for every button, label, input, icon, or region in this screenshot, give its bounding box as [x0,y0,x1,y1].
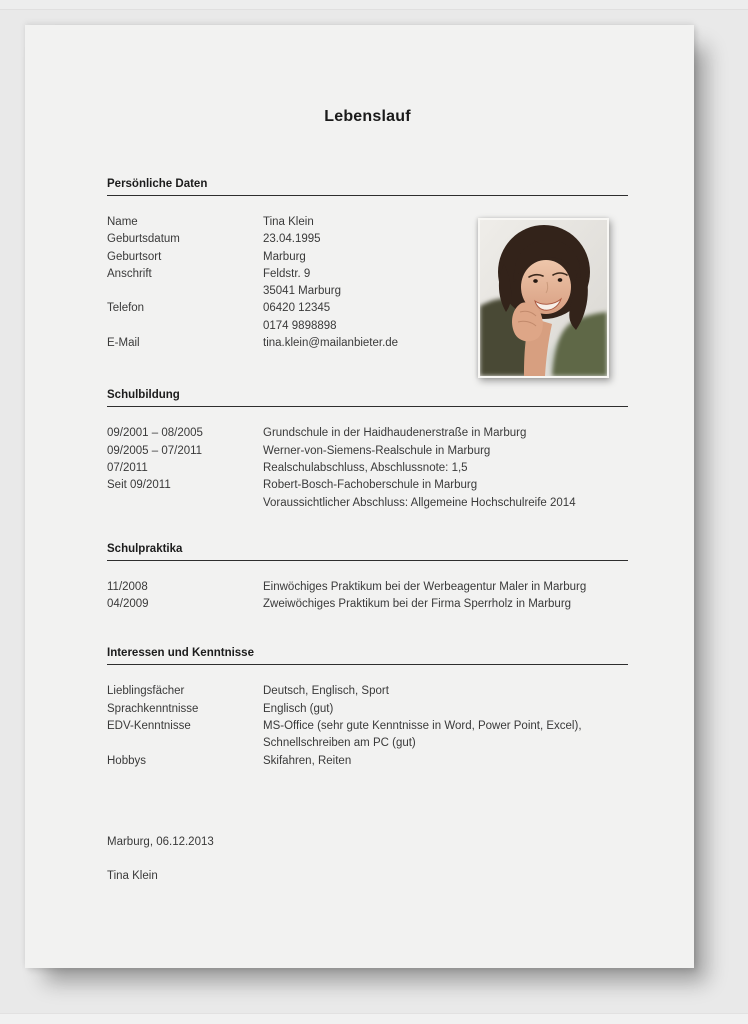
section-rows [107,683,628,769]
row-label [107,735,263,752]
row-value: Realschulabschluss, Abschlussnote: 1,5 [263,461,468,474]
cv-page [25,25,694,968]
section-divider [107,560,628,561]
row-value: 06420 12345 [263,302,331,315]
data-row [107,735,628,752]
row-label [107,495,263,512]
data-row [107,753,628,770]
row-label: Geburtsdatum [107,233,180,246]
data-row [107,425,628,442]
row-label: Telefon [107,302,145,315]
row-label: Hobbys [107,754,146,767]
section-education [107,388,628,511]
data-row [107,596,628,613]
data-row [107,443,628,460]
row-label [107,283,263,300]
row-value: Einwöchiges Praktikum bei der Werbeagentur Maler in Marburg [263,580,587,593]
row-label: Seit 09/2011 [107,479,171,492]
section-heading: Schulpraktika [107,542,183,555]
place-date: Marburg, 06.12.2013 [107,835,214,848]
section-internships [107,542,628,614]
data-row [107,460,628,477]
row-value: Robert-Bosch-Fachoberschule in Marburg [263,479,478,492]
signature-name: Tina Klein [107,870,158,883]
row-label: Name [107,216,138,228]
data-row [107,477,628,494]
applicant-photo [478,218,609,378]
row-value: 35041 Marburg [263,285,341,298]
section-heading: Schulbildung [107,389,180,402]
row-label: EDV-Kenntnisse [107,720,191,733]
section-rows [107,425,628,511]
row-label: Lieblingsfächer [107,685,185,698]
portrait-photo [480,220,607,376]
row-value: Grundschule in der Haidhaudenerstraße in Marburg [263,427,527,440]
data-row [107,495,628,512]
row-value: Schnellschreiben am PC (gut) [263,737,416,750]
row-value: Tina Klein [263,216,314,228]
row-label: 11/2008 [107,580,148,593]
data-row [107,701,628,718]
desk-background-edge [0,0,748,10]
document-footer [107,834,628,886]
row-label: 09/2001 – 08/2005 [107,427,203,440]
row-label: 04/2009 [107,598,149,611]
row-label: 07/2011 [107,461,148,474]
desk-background-bottom-edge [0,1013,748,1024]
data-row [107,579,628,596]
row-value: Zweiwöchiges Praktikum bei der Firma Sperrholz in Marburg [263,598,572,611]
row-value: 0174 9898898 [263,319,337,332]
row-label: Geburtsort [107,250,162,263]
section-divider [107,195,628,196]
row-value: Marburg [263,250,306,263]
section-interests-skills [107,646,628,769]
row-value: 23.04.1995 [263,233,321,246]
row-value: Englisch (gut) [263,702,334,715]
data-row [107,718,628,735]
row-value: MS-Office (sehr gute Kenntnisse in Word, Power Point, Excel), [263,720,582,733]
section-heading: Interessen und Kenntnisse [107,647,254,660]
row-value: tina.klein@mailanbieter.de [263,337,399,350]
data-row [107,683,628,700]
row-label: 09/2005 – 07/2011 [107,444,203,457]
row-value: Skifahren, Reiten [263,754,352,767]
row-label: E-Mail [107,337,140,350]
row-label: Sprachkenntnisse [107,702,199,715]
page-title: Lebenslauf [324,108,411,125]
row-value: Werner-von-Siemens-Realschule in Marburg [263,444,491,457]
row-value: Voraussichtlicher Abschluss: Allgemeine Hochschulreife 2014 [263,496,576,509]
row-label: Anschrift [107,267,152,280]
row-label [107,318,263,335]
row-value: Deutsch, Englisch, Sport [263,685,389,698]
section-divider [107,664,628,665]
section-heading: Persönliche Daten [107,178,208,190]
section-rows [107,579,628,614]
row-value: Feldstr. 9 [263,267,311,280]
section-divider [107,406,628,407]
